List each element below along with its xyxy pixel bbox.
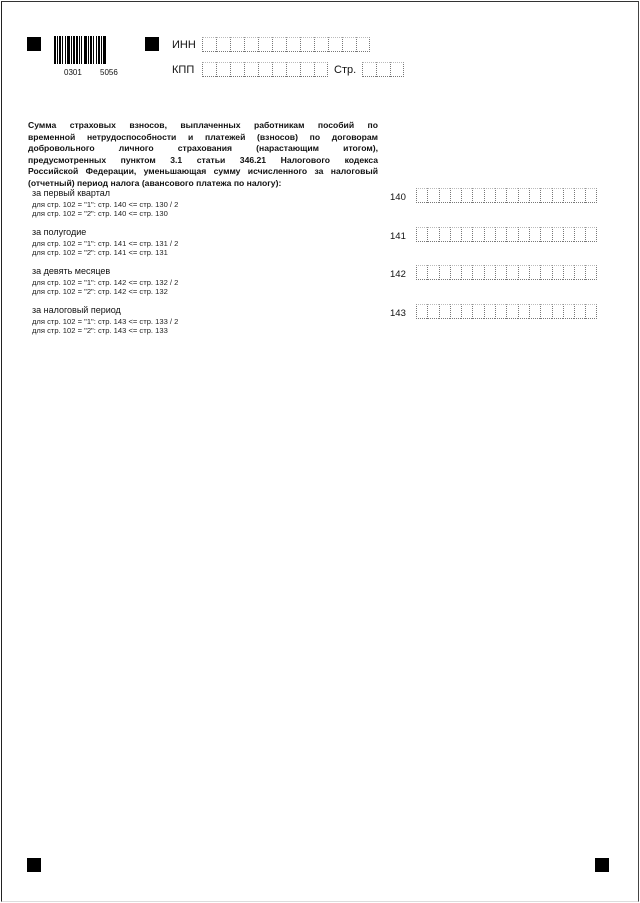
- input-cell[interactable]: [518, 227, 529, 242]
- input-cell[interactable]: [356, 37, 370, 52]
- amount-cells-141[interactable]: [416, 227, 597, 243]
- barcode-bar: [101, 36, 102, 64]
- input-cell[interactable]: [574, 227, 585, 242]
- row-formula: для стр. 102 = "1": стр. 141 <= стр. 131 / 2: [32, 239, 179, 248]
- input-cell[interactable]: [286, 62, 300, 77]
- input-cell[interactable]: [342, 37, 356, 52]
- input-cell[interactable]: [439, 227, 450, 242]
- input-cell[interactable]: [529, 188, 540, 203]
- barcode-bar: [103, 36, 106, 64]
- input-cell[interactable]: [416, 227, 427, 242]
- input-cell[interactable]: [585, 304, 596, 319]
- input-cell[interactable]: [439, 304, 450, 319]
- input-cell[interactable]: [472, 227, 483, 242]
- barcode-bar: [59, 36, 61, 64]
- input-cell[interactable]: [563, 304, 574, 319]
- input-cell[interactable]: [585, 188, 596, 203]
- barcode-bar: [98, 36, 100, 64]
- input-cell[interactable]: [427, 188, 438, 203]
- barcode-bar: [54, 36, 56, 64]
- input-cell[interactable]: [574, 304, 585, 319]
- amount-cells-142[interactable]: [416, 265, 597, 281]
- barcode-bar: [62, 36, 63, 64]
- row-formula: для стр. 102 = "1": стр. 143 <= стр. 133 / 2: [32, 317, 179, 326]
- row-formula: для стр. 102 = "2": стр. 143 <= стр. 133: [32, 326, 168, 335]
- input-cell[interactable]: [574, 188, 585, 203]
- input-cell[interactable]: [552, 188, 563, 203]
- input-cell[interactable]: [484, 227, 495, 242]
- input-cell[interactable]: [439, 265, 450, 280]
- line-code: 143: [390, 308, 406, 319]
- input-cell[interactable]: [484, 188, 495, 203]
- input-cell[interactable]: [258, 62, 272, 77]
- input-cell[interactable]: [495, 188, 506, 203]
- kpp-cells[interactable]: [202, 62, 328, 78]
- row-title: за полугодие: [32, 227, 87, 237]
- row-formula: для стр. 102 = "2": стр. 140 <= стр. 130: [32, 209, 168, 218]
- page-number-label: Стр.: [334, 64, 357, 76]
- input-cell[interactable]: [416, 188, 427, 203]
- line-code: 142: [390, 269, 406, 280]
- input-cell[interactable]: [495, 265, 506, 280]
- inn-label: ИНН: [172, 39, 196, 51]
- input-cell[interactable]: [540, 227, 551, 242]
- input-cell[interactable]: [230, 37, 244, 52]
- input-cell[interactable]: [540, 188, 551, 203]
- input-cell[interactable]: [563, 188, 574, 203]
- section-heading: [28, 120, 378, 190]
- input-cell[interactable]: [518, 188, 529, 203]
- input-cell[interactable]: [484, 265, 495, 280]
- marker-bottom-right: [595, 858, 609, 872]
- input-cell[interactable]: [552, 265, 563, 280]
- input-cell[interactable]: [461, 265, 472, 280]
- input-cell[interactable]: [574, 265, 585, 280]
- input-cell[interactable]: [328, 37, 342, 52]
- input-cell[interactable]: [390, 62, 404, 77]
- input-cell[interactable]: [495, 227, 506, 242]
- page-number-cells[interactable]: [362, 62, 404, 78]
- amount-cells-140[interactable]: [416, 188, 597, 204]
- input-cell[interactable]: [244, 37, 258, 52]
- heading-line: Российской Федерации, уменьшающая сумму исчисленного за налоговый: [28, 166, 378, 177]
- row-formula: для стр. 102 = "2": стр. 142 <= стр. 132: [32, 287, 168, 296]
- inn-cells[interactable]: [202, 37, 370, 53]
- input-cell[interactable]: [585, 227, 596, 242]
- input-cell[interactable]: [439, 188, 450, 203]
- input-cell[interactable]: [202, 37, 216, 52]
- barcode: [54, 36, 134, 64]
- input-cell[interactable]: [461, 188, 472, 203]
- input-cell[interactable]: [286, 37, 300, 52]
- input-cell[interactable]: [216, 62, 230, 77]
- heading-line: добровольного личного страхования (нарастающим итогом),: [28, 143, 378, 154]
- input-cell[interactable]: [416, 304, 427, 319]
- input-cell[interactable]: [472, 188, 483, 203]
- heading-line: (отчетный) период налога (авансового платежа по налогу):: [28, 177, 282, 188]
- barcode-number-left: 0301: [64, 68, 82, 77]
- input-cell[interactable]: [427, 304, 438, 319]
- barcode-bar: [81, 36, 82, 64]
- input-cell[interactable]: [230, 62, 244, 77]
- line-code: 140: [390, 192, 406, 203]
- input-cell[interactable]: [450, 188, 461, 203]
- input-cell[interactable]: [244, 62, 258, 77]
- barcode-bar: [79, 36, 80, 64]
- barcode-bar: [96, 36, 97, 64]
- barcode-bar: [65, 36, 66, 64]
- input-cell[interactable]: [461, 227, 472, 242]
- input-cell[interactable]: [552, 304, 563, 319]
- input-cell[interactable]: [529, 304, 540, 319]
- heading-line: предусмотренных пунктом 3.1 статьи 346.21 Налогового кодекса: [28, 154, 378, 165]
- input-cell[interactable]: [563, 227, 574, 242]
- input-cell[interactable]: [272, 62, 286, 77]
- heading-line: временной нетрудоспособности и платежей (взносов) по договорам: [28, 131, 378, 142]
- barcode-bar: [73, 36, 75, 64]
- input-cell[interactable]: [450, 227, 461, 242]
- barcode-bar: [84, 36, 87, 64]
- input-cell[interactable]: [552, 227, 563, 242]
- barcode-number-right: 5056: [100, 68, 118, 77]
- marker-top-right: [145, 37, 159, 51]
- input-cell[interactable]: [484, 304, 495, 319]
- input-cell[interactable]: [540, 265, 551, 280]
- row-title: за налоговый период: [32, 305, 121, 315]
- input-cell[interactable]: [506, 304, 517, 319]
- input-cell[interactable]: [202, 62, 216, 77]
- barcode-bar: [88, 36, 89, 64]
- input-cell[interactable]: [495, 304, 506, 319]
- row-title: за девять месяцев: [32, 266, 111, 276]
- input-cell[interactable]: [472, 265, 483, 280]
- line-code: 141: [390, 231, 406, 242]
- input-cell[interactable]: [427, 227, 438, 242]
- input-cell[interactable]: [314, 37, 328, 52]
- input-cell[interactable]: [585, 265, 596, 280]
- input-cell[interactable]: [518, 265, 529, 280]
- row-formula: для стр. 102 = "1": стр. 140 <= стр. 130 / 2: [32, 200, 179, 209]
- input-cell[interactable]: [376, 62, 390, 77]
- row-title: за первый квартал: [32, 188, 111, 198]
- barcode-bar: [71, 36, 72, 64]
- input-cell[interactable]: [461, 304, 472, 319]
- input-cell[interactable]: [216, 37, 230, 52]
- input-cell[interactable]: [506, 188, 517, 203]
- input-cell[interactable]: [416, 265, 427, 280]
- kpp-label: КПП: [172, 64, 195, 76]
- input-cell[interactable]: [300, 62, 314, 77]
- row-formula: для стр. 102 = "1": стр. 142 <= стр. 132 / 2: [32, 278, 179, 287]
- input-cell[interactable]: [300, 37, 314, 52]
- barcode-bar: [93, 36, 94, 64]
- input-cell[interactable]: [362, 62, 376, 77]
- heading-line: Сумма страховых взносов, выплаченных работникам пособий по: [28, 120, 378, 130]
- barcode-bar: [67, 36, 70, 64]
- marker-bottom-left: [27, 858, 41, 872]
- input-cell[interactable]: [540, 304, 551, 319]
- input-cell[interactable]: [450, 304, 461, 319]
- input-cell[interactable]: [450, 265, 461, 280]
- input-cell[interactable]: [563, 265, 574, 280]
- input-cell[interactable]: [529, 227, 540, 242]
- input-cell[interactable]: [506, 265, 517, 280]
- amount-cells-143[interactable]: [416, 304, 597, 320]
- input-cell[interactable]: [258, 37, 272, 52]
- input-cell[interactable]: [427, 265, 438, 280]
- input-cell[interactable]: [518, 304, 529, 319]
- barcode-bar: [90, 36, 92, 64]
- barcode-bar: [76, 36, 78, 64]
- input-cell[interactable]: [472, 304, 483, 319]
- barcode-bar: [57, 36, 58, 64]
- input-cell[interactable]: [506, 227, 517, 242]
- marker-top-left: [27, 37, 41, 51]
- row-formula: для стр. 102 = "2": стр. 141 <= стр. 131: [32, 248, 168, 257]
- input-cell[interactable]: [272, 37, 286, 52]
- input-cell[interactable]: [314, 62, 328, 77]
- input-cell[interactable]: [529, 265, 540, 280]
